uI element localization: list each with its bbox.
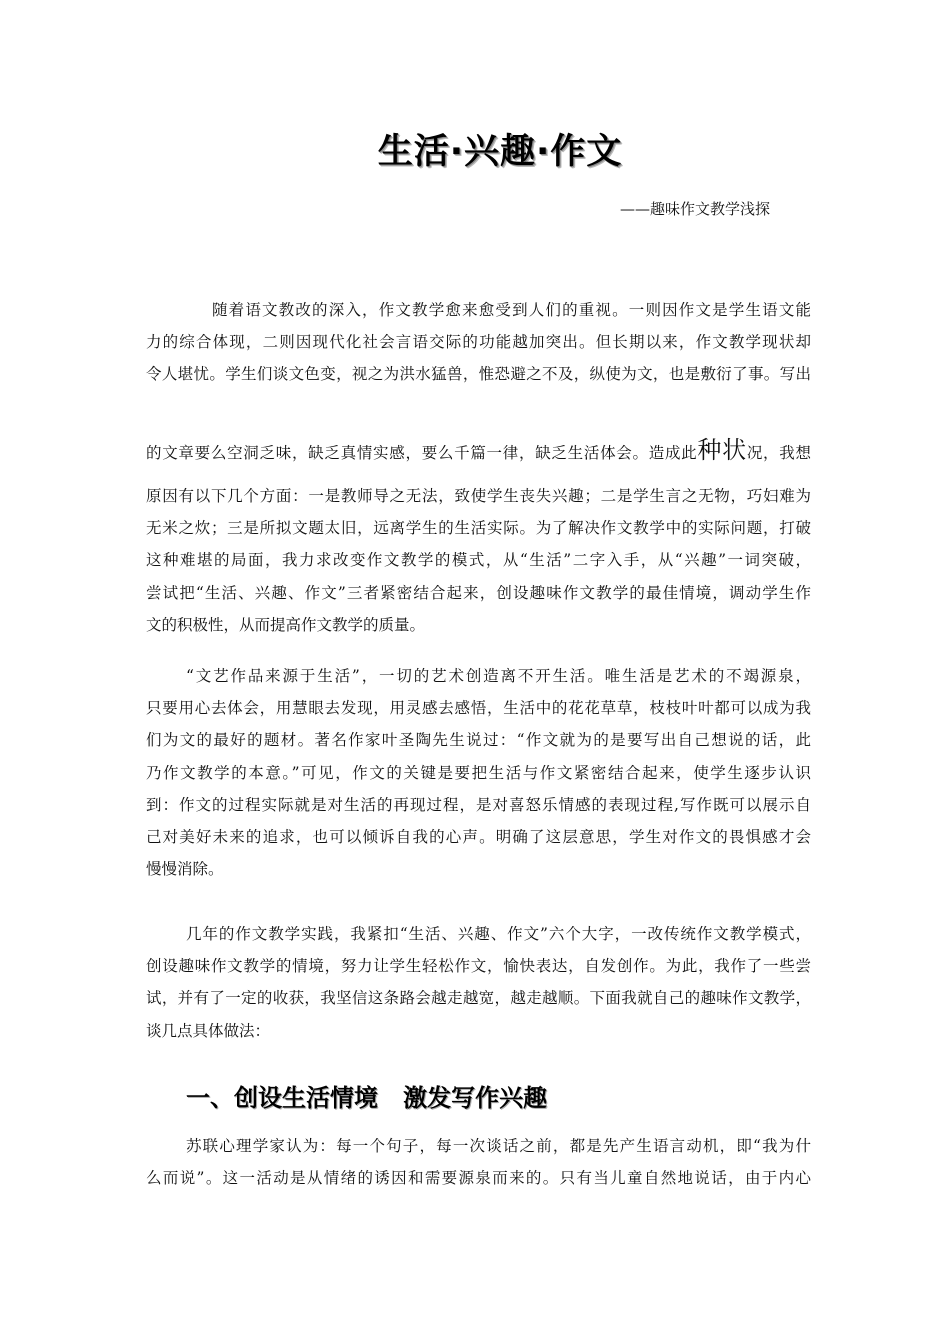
text-line: 令人堪忧。学生们谈文色变，视之为洪水猛兽，惟恐避之不及，纵使为文，也是敷衍了事。写出 xyxy=(146,365,811,384)
text-segment: 的文章要么空洞乏味，缺乏真情实感，要么千篇一律，缺乏生活体会。造成此 xyxy=(146,444,698,462)
text-line: 文的积极性，从而提高作文教学的质量。 xyxy=(146,615,426,634)
text-line: 几年的作文教学实践，我紧扣“生活、兴趣、作文”六个大字，一改传统作文教学模式， xyxy=(186,925,811,943)
text-line: 尝试把“生活、兴趣、作文”三者紧密结合起来，创设趣味作文教学的最佳情境，调动学生作 xyxy=(146,583,811,602)
text-line xyxy=(146,426,811,474)
text-segment: 况，我想 xyxy=(746,444,811,462)
text-line: 慢慢消除。 xyxy=(146,860,224,879)
paragraph-3 xyxy=(146,918,811,1047)
section-heading-1: 一、创设生活情境 激发写作兴趣 xyxy=(186,1084,548,1112)
document-subtitle: ——趣味作文教学浅探 xyxy=(620,200,771,218)
paragraph-1-enlarged-line xyxy=(146,426,811,474)
text-line: 己对美好未来的追求，也可以倾诉自我的心声。明确了这层意思，学生对作文的畏惧感才会 xyxy=(146,828,811,847)
text-line: 无米之炊；三是所拟文题太旧，远离学生的生活实际。为了解决作文教学中的实际问题，打破 xyxy=(146,519,811,538)
text-line: 到：作文的过程实际就是对生活的再现过程，是对喜怒乐情感的表现过程,写作既可以展示自 xyxy=(146,795,811,814)
text-line: 们为文的最好的题材。著名作家叶圣陶先生说过：“作文就为的是要写出自己想说的话，此 xyxy=(146,731,811,750)
paragraph-4 xyxy=(146,1130,811,1194)
paragraph-1-top xyxy=(146,294,811,391)
text-line: “文艺作品来源于生活”，一切的艺术创造离不开生活。唯生活是艺术的不竭源泉， xyxy=(186,667,811,685)
text-line: 么而说”。这一活动是从情绪的诱因和需要源泉而来的。只有当儿童自然地说话，由于内心 xyxy=(146,1169,811,1188)
text-line: 试，并有了一定的收获，我坚信这条路会越走越宽，越走越顺。下面我就自己的趣味作文教学， xyxy=(146,989,811,1008)
text-line: 这种难堪的局面，我力求改变作文教学的模式，从“生活”二字入手，从“兴趣”一词突破， xyxy=(146,551,811,570)
text-line: 随着语文教改的深入，作文教学愈来愈受到人们的重视。一则因作文是学生语文能 xyxy=(212,301,811,319)
paragraph-2 xyxy=(146,660,811,885)
text-line: 原因有以下几个方面：一是教师导之无法，致使学生丧失兴趣；二是学生言之无物，巧妇难为 xyxy=(146,487,811,505)
text-line: 只要用心去体会，用慧眼去发现，用灵感去感悟，生活中的花花草草，枝枝叶叶都可以成为我 xyxy=(146,699,811,718)
paragraph-1-rest xyxy=(146,480,811,641)
enlarged-text: 种状 xyxy=(697,436,747,464)
text-line: 创设趣味作文教学的情境，努力让学生轻松作文，愉快表达，自发创作。为此，我作了一些尝 xyxy=(146,957,811,976)
document-title: 生活·兴趣·作文 xyxy=(377,132,623,172)
text-line: 乃作文教学的本意。”可见，作文的关键是要把生活与作文紧密结合起来，使学生逐步认识 xyxy=(146,763,811,782)
text-line: 谈几点具体做法： xyxy=(146,1021,271,1040)
text-line: 苏联心理学家认为：每一个句子，每一次谈话之前，都是先产生语言动机，即“我为什 xyxy=(186,1137,811,1155)
text-line: 力的综合体现，二则因现代化社会言语交际的功能越加突出。但长期以来，作文教学现状却 xyxy=(146,333,811,352)
